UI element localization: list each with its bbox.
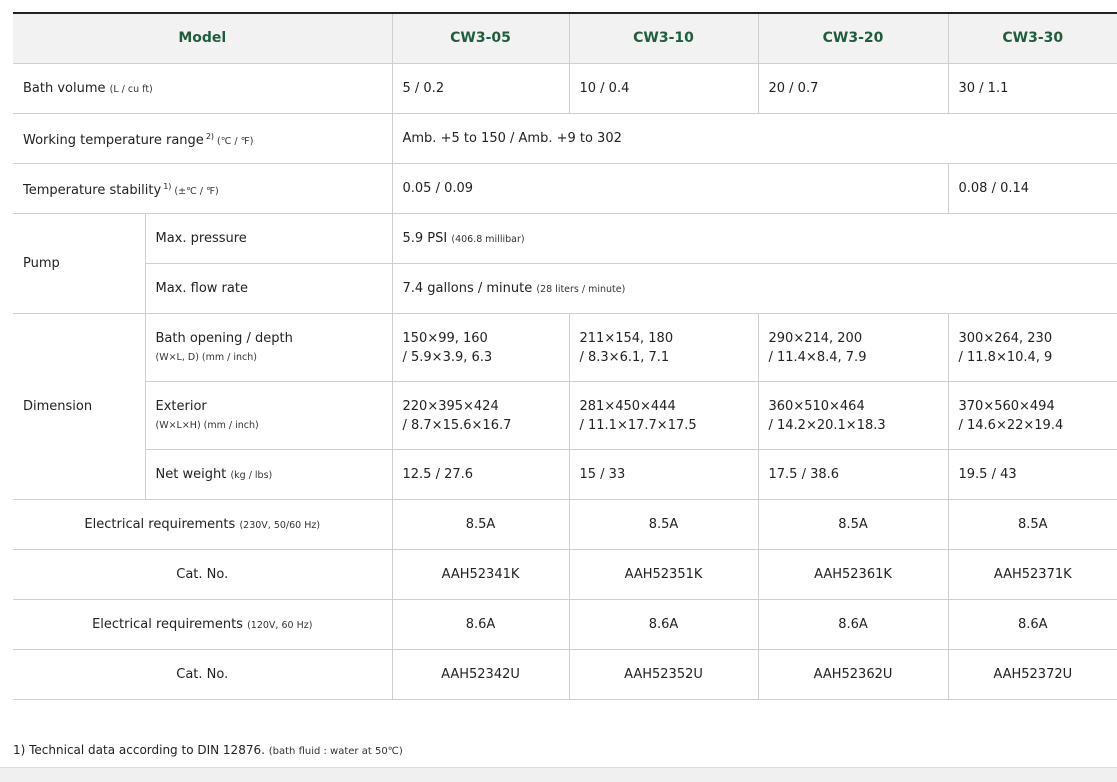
model-header-cw3-30: CW3-30: [948, 13, 1117, 64]
bath-volume-label-cell: [13, 64, 392, 114]
dimension-opening-cw3-10-inch: / 8.3×6.1, 7.1: [579, 349, 670, 365]
cat-230-cw3-30: AAH52371K: [948, 550, 1117, 600]
dimension-opening-cw3-10-mm: 211×154, 180: [579, 330, 674, 346]
dimension-exterior-cw3-20-inch: / 14.2×20.1×18.3: [768, 417, 886, 433]
elec-230-cw3-10: 8.5A: [569, 500, 758, 550]
pump-flow-label: Max. flow rate: [145, 264, 392, 314]
elec-120-row: [13, 600, 1117, 650]
dimension-opening-cw3-30: [948, 314, 1117, 382]
dimension-opening-label-cell: [145, 314, 392, 382]
cat-230-cw3-05: AAH52341K: [392, 550, 569, 600]
dimension-opening-cw3-30-inch: / 11.8×10.4, 9: [958, 349, 1053, 365]
pump-pressure-note: (406.8 millibar): [451, 233, 525, 245]
pump-label: Pump: [13, 214, 145, 314]
elec-120-cw3-20: 8.6A: [758, 600, 948, 650]
working-temp-row: [13, 114, 1117, 164]
cat-120-row: [13, 650, 1117, 700]
pump-pressure-row: [13, 214, 1117, 264]
cat-230-label: Cat. No.: [13, 550, 392, 600]
elec-120-label: Electrical requirements: [92, 616, 243, 632]
cat-120-label: Cat. No.: [13, 650, 392, 700]
dimension-exterior-cw3-30: [948, 382, 1117, 450]
net-weight-cw3-10: 15 / 33: [569, 450, 758, 500]
elec-230-row: [13, 500, 1117, 550]
dimension-exterior-cw3-30-mm: 370×560×494: [958, 398, 1055, 414]
temp-stability-unit: (±℃ / ℉): [174, 185, 219, 197]
dimension-exterior-label-cell: [145, 382, 392, 450]
dimension-exterior-cw3-05: [392, 382, 569, 450]
cat-120-cw3-10: AAH52352U: [569, 650, 758, 700]
bath-volume-cw3-05: 5 / 0.2: [392, 64, 569, 114]
horizontal-scrollbar[interactable]: [0, 767, 1117, 782]
bath-volume-cw3-20: 20 / 0.7: [758, 64, 948, 114]
dimension-opening-cw3-20-mm: 290×214, 200: [768, 330, 863, 346]
dimension-exterior-cw3-20-mm: 360×510×464: [768, 398, 865, 414]
dimension-opening-cw3-05-mm: 150×99, 160: [402, 330, 488, 346]
cat-230-cw3-20: AAH52361K: [758, 550, 948, 600]
dimension-opening-cw3-20-inch: / 11.4×8.4, 7.9: [768, 349, 867, 365]
temp-stability-value-a: 0.05 / 0.09: [392, 164, 948, 214]
footnote-note: (bath fluid : water at 50℃): [268, 746, 403, 757]
dimension-exterior-cw3-10-mm: 281×450×444: [579, 398, 676, 414]
elec-230-label: Electrical requirements: [84, 516, 236, 532]
dimension-exterior-cw3-05-inch: / 8.7×15.6×16.7: [402, 417, 512, 433]
pump-flow-value: 7.4 gallons / minute: [402, 280, 533, 296]
cat-230-row: [13, 550, 1117, 600]
elec-230-cw3-30: 8.5A: [948, 500, 1117, 550]
elec-120-unit: (120V, 60 Hz): [247, 619, 313, 631]
bath-volume-cw3-10: 10 / 0.4: [569, 64, 758, 114]
dimension-weight-label-cell: [145, 450, 392, 500]
model-header-cw3-20: CW3-20: [758, 13, 948, 64]
elec-120-cw3-30: 8.6A: [948, 600, 1117, 650]
pump-flow-value-cell: [392, 264, 1117, 314]
elec-230-cw3-05: 8.5A: [392, 500, 569, 550]
working-temp-unit: (℃ / ℉): [217, 135, 254, 147]
elec-230-unit: (230V, 50/60 Hz): [239, 519, 321, 531]
net-weight-cw3-30: 19.5 / 43: [948, 450, 1117, 500]
dimension-opening-cw3-05-inch: / 5.9×3.9, 6.3: [402, 349, 493, 365]
cat-120-cw3-30: AAH52372U: [948, 650, 1117, 700]
dimension-opening-cw3-05: [392, 314, 569, 382]
dimension-exterior-cw3-10: [569, 382, 758, 450]
working-temp-label: Working temperature range: [23, 132, 204, 148]
dimension-opening-row: [13, 314, 1117, 382]
dimension-opening-label: Bath opening / depth: [155, 330, 293, 346]
spec-table: [13, 12, 1117, 700]
dimension-opening-cw3-30-mm: 300×264, 230: [958, 330, 1053, 346]
dimension-weight-unit: (kg / lbs): [230, 469, 273, 481]
temp-stability-row: [13, 164, 1117, 214]
dimension-opening-cw3-20: [758, 314, 948, 382]
dimension-weight-row: [13, 450, 1117, 500]
pump-pressure-value: 5.9 PSI: [402, 230, 448, 246]
dimension-exterior-unit: (W×L×H) (mm / inch): [155, 419, 259, 431]
footnote-text: 1) Technical data according to DIN 12876.: [13, 743, 265, 757]
dimension-opening-unit: (W×L, D) (mm / inch): [155, 351, 257, 363]
temp-stability-label-cell: [13, 164, 392, 214]
dimension-exterior-cw3-05-mm: 220×395×424: [402, 398, 499, 414]
elec-230-cw3-20: 8.5A: [758, 500, 948, 550]
bath-volume-unit: (L / cu ft): [109, 83, 153, 95]
cat-120-cw3-20: AAH52362U: [758, 650, 948, 700]
header-row: [13, 13, 1117, 64]
working-temp-value: Amb. +5 to 150 / Amb. +9 to 302: [392, 114, 1117, 164]
pump-flow-note: (28 liters / minute): [536, 283, 626, 295]
bath-volume-cw3-30: 30 / 1.1: [948, 64, 1117, 114]
dimension-exterior-cw3-10-inch: / 11.1×17.7×17.5: [579, 417, 697, 433]
elec-120-label-cell: [13, 600, 392, 650]
working-temp-footnote-ref: 2): [205, 131, 215, 141]
temp-stability-footnote-ref: 1): [163, 181, 172, 191]
dimension-exterior-label: Exterior: [155, 398, 207, 414]
dimension-weight-label: Net weight: [155, 466, 227, 482]
pump-flow-row: [13, 264, 1117, 314]
pump-pressure-value-cell: [392, 214, 1117, 264]
temp-stability-value-b: 0.08 / 0.14: [948, 164, 1117, 214]
model-header-cw3-10: CW3-10: [569, 13, 758, 64]
dimension-label: Dimension: [13, 314, 145, 500]
dimension-exterior-row: [13, 382, 1117, 450]
elec-230-label-cell: [13, 500, 392, 550]
footnote: [13, 743, 403, 757]
cat-230-cw3-10: AAH52351K: [569, 550, 758, 600]
bath-volume-row: [13, 64, 1117, 114]
dimension-exterior-cw3-30-inch: / 14.6×22×19.4: [958, 417, 1064, 433]
temp-stability-label: Temperature stability: [23, 182, 162, 198]
net-weight-cw3-20: 17.5 / 38.6: [758, 450, 948, 500]
model-header-cw3-05: CW3-05: [392, 13, 569, 64]
bath-volume-label: Bath volume: [23, 80, 106, 96]
net-weight-cw3-05: 12.5 / 27.6: [392, 450, 569, 500]
model-header: Model: [13, 13, 392, 64]
pump-pressure-label: Max. pressure: [145, 214, 392, 264]
working-temp-label-cell: [13, 114, 392, 164]
cat-120-cw3-05: AAH52342U: [392, 650, 569, 700]
dimension-exterior-cw3-20: [758, 382, 948, 450]
elec-120-cw3-05: 8.6A: [392, 600, 569, 650]
elec-120-cw3-10: 8.6A: [569, 600, 758, 650]
dimension-opening-cw3-10: [569, 314, 758, 382]
